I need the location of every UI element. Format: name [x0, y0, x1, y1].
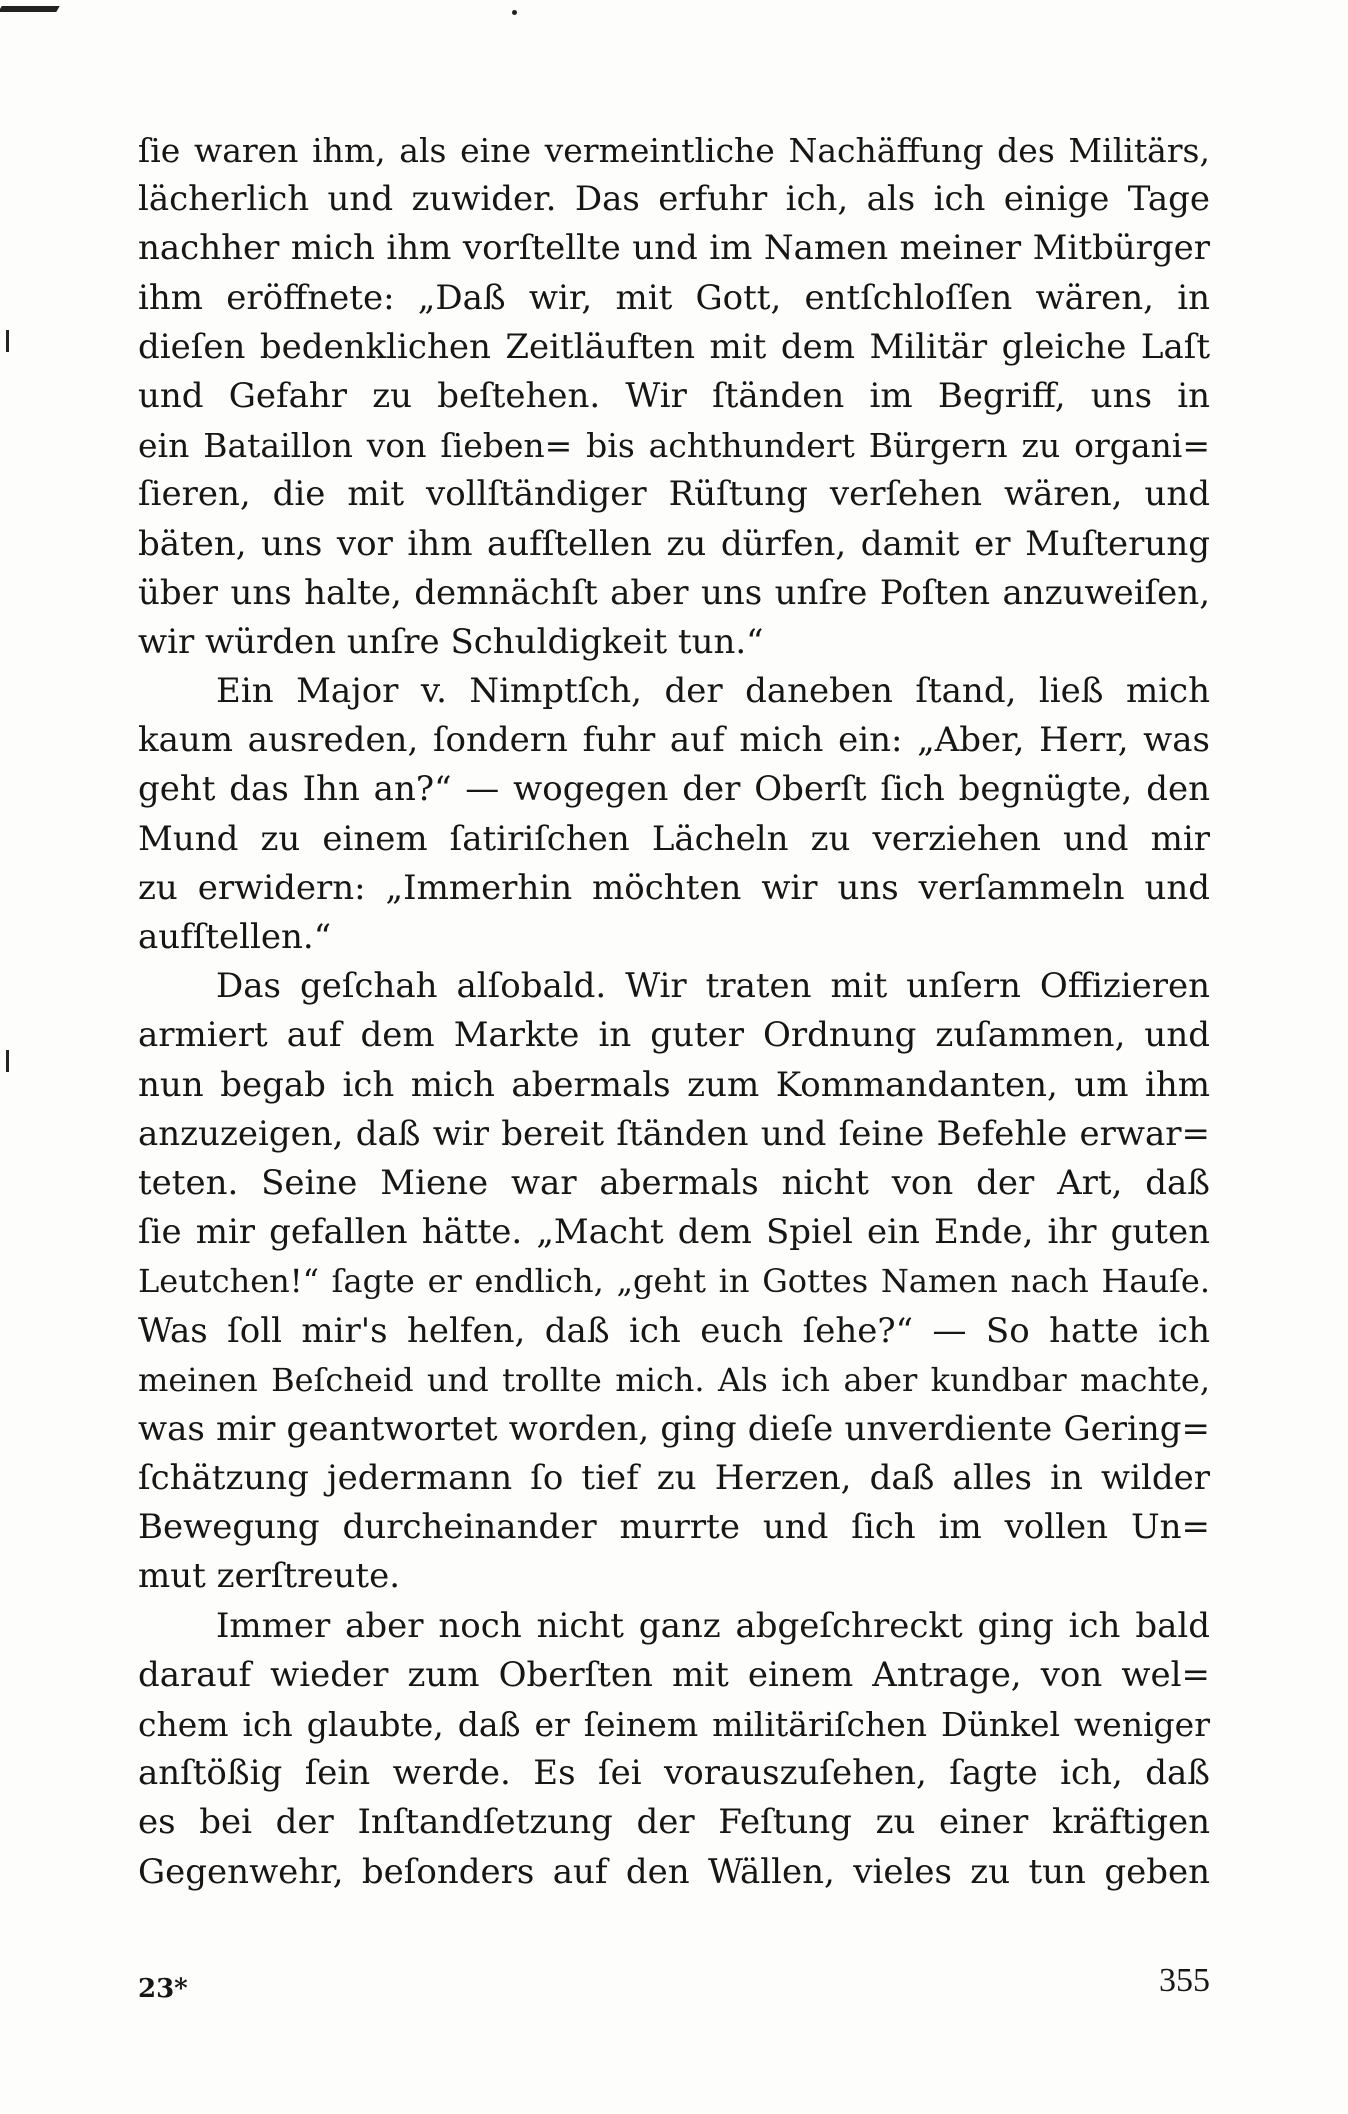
text-line: ſie waren ihm, als eine vermeintliche Nachäffung des Militärs, [138, 131, 1210, 170]
text-line: chem ich glaubte, daß er ſeinem militäriſchen Dünkel weniger [138, 1705, 1210, 1744]
page-number: 355 [1159, 1962, 1210, 1999]
text-line: ihm eröffnete: „Daß wir, mit Gott, entſchloſſen wären, in [138, 277, 1210, 318]
text-line: darauf wieder zum Oberſten mit einem Antrage, von wel= [138, 1654, 1210, 1695]
text-line: aufſtellen.“ [138, 917, 332, 957]
scan-corner-mark [0, 6, 60, 12]
text-line: was mir geantwortet worden, ging dieſe unverdiente Gering= [138, 1408, 1210, 1449]
text-line: mut zerſtreute. [138, 1556, 401, 1597]
text-line: Mund zu einem ſatiriſchen Lächeln zu verziehen und mir [138, 818, 1210, 859]
text-line: Bewegung durcheinander murrte und ſich im vollen Un= [138, 1507, 1210, 1548]
text-line: Leutchen!“ ſagte er endlich, „geht in Gottes Namen nach Hauſe. [138, 1262, 1210, 1301]
page-footer [138, 1962, 1210, 2012]
text-line: dieſen bedenklichen Zeitläuften mit dem Militär gleiche Laſt [138, 326, 1210, 367]
text-line: nachher mich ihm vorſtellte und im Namen meiner Mitbürger [138, 228, 1210, 269]
text-line: nun begab ich mich abermals zum Kommandanten, um ihm [138, 1064, 1210, 1105]
text-line: anzuzeigen, daß wir bereit ſtänden und ſeine Befehle erwar= [138, 1113, 1210, 1154]
scan-margin-tick [6, 330, 9, 352]
text-line: Immer aber noch nicht ganz abgeſchreckt ging ich bald [216, 1605, 1210, 1646]
paragraph-3 [138, 962, 1210, 1601]
text-line: Gegenwehr, beſonders auf den Wällen, vieles zu tun geben [138, 1851, 1210, 1892]
text-line: Was ſoll mir's helfen, daß ich euch ſehe?“ — So hatte ich [138, 1310, 1210, 1351]
text-line: bäten, uns vor ihm aufſtellen zu dürfen, damit er Muſterung [138, 523, 1210, 564]
text-line: Das geſchah alſobald. Wir traten mit unſern Offizieren [216, 966, 1210, 1007]
text-line: Ein Major v. Nimptſch, der daneben ſtand, ließ mich [216, 671, 1210, 712]
text-line: geht das Ihn an?“ — wogegen der Oberſt ſich begnügte, den [138, 769, 1210, 810]
text-line: es bei der Inſtandſetzung der Feſtung zu einer kräftigen [138, 1802, 1210, 1843]
paragraph-1 [138, 126, 1210, 667]
text-line: kaum ausreden, ſondern fuhr auf mich ein: „Aber, Herr, was [138, 720, 1210, 761]
paragraph-4 [138, 1602, 1210, 1897]
text-line: anſtößig ſein werde. Es ſei vorauszuſehen, ſagte ich, daß [138, 1753, 1210, 1794]
text-line: meinen Beſcheid und trollte mich. Als ich aber kundbar machte, [138, 1360, 1210, 1399]
text-line: zu erwidern: „Immerhin möchten wir uns verſammeln und [138, 867, 1210, 908]
text-line: und Gefahr zu beſtehen. Wir ſtänden im Begriff, uns in [138, 375, 1210, 416]
text-line: ſchätzung jedermann ſo tief zu Herzen, daß alles in wilder [138, 1458, 1210, 1499]
text-line: ſieren, die mit vollſtändiger Rüſtung verſehen wären, und [138, 474, 1210, 515]
text-line: über uns halte, demnächſt aber uns unſre Poſten anzuweiſen, [138, 572, 1210, 613]
paragraph-2 [138, 667, 1210, 962]
text-line: teten. Seine Miene war abermals nicht von der Art, daß [138, 1162, 1210, 1203]
text-line: armiert auf dem Markte in guter Ordnung zuſammen, und [138, 1015, 1210, 1056]
body-text [138, 126, 1210, 1897]
text-line: lächerlich und zuwider. Das erfuhr ich, als ich einige Tage [138, 179, 1210, 220]
text-line: ſie mir gefallen hätte. „Macht dem Spiel ein Ende, ihr guten [138, 1212, 1210, 1253]
signature-mark: 23* [138, 1974, 188, 2004]
text-line: ein Bataillon von ſieben= bis achthundert Bürgern zu organi= [138, 426, 1210, 466]
text-line: wir würden unſre Schuldigkeit tun.“ [138, 621, 764, 662]
scan-dot-mark [512, 10, 517, 15]
scan-margin-tick-2 [6, 1050, 9, 1072]
